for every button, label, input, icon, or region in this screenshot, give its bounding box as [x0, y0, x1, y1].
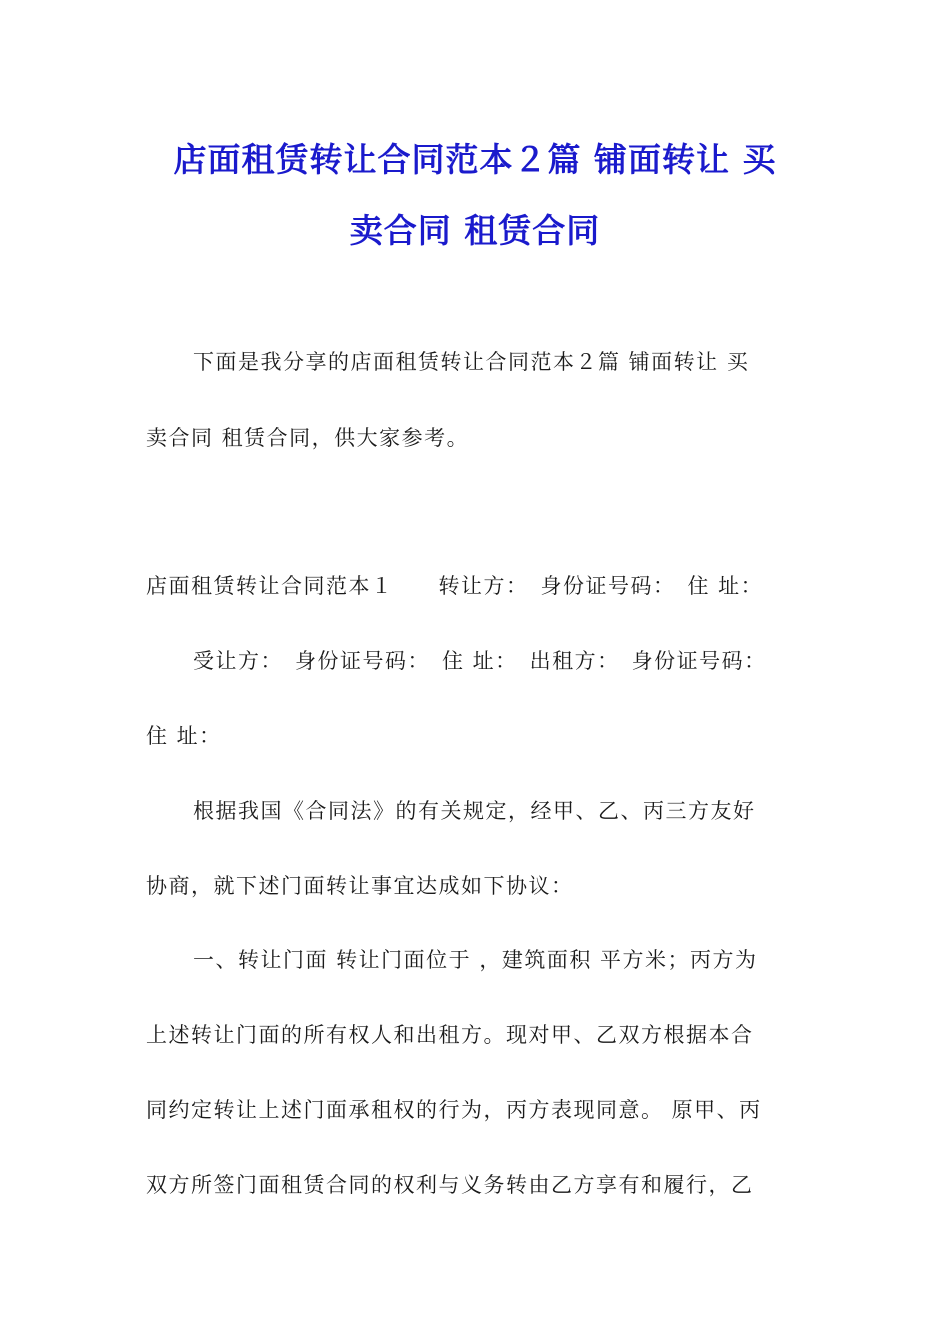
preamble-line: 根据我国《合同法》的有关规定，经甲、乙、丙三方友好 [193, 799, 756, 823]
preamble-line: 协商，就下述门面转让事宜达成如下协议： [146, 874, 574, 898]
clause-line: 一、转让门面 转让门面位于 ，建筑面积 平方米；丙方为 [193, 948, 758, 972]
clause-line: 同约定转让上述门面承租权的行为，丙方表现同意。 原甲、丙 [146, 1098, 762, 1122]
clause-line: 双方所签门面租赁合同的权利与义务转由乙方享有和履行，乙 [146, 1173, 754, 1197]
title-line-2: 卖合同 租赁合同 [349, 211, 601, 250]
title-line-1: 店面租赁转让合同范本２篇 铺面转让 买 [173, 140, 777, 179]
parties-line: 住 址： [146, 724, 222, 748]
clause-line: 上述转让门面的所有权人和出租方。现对甲、乙双方根据本合 [146, 1023, 754, 1047]
parties-line: 受让方： 身份证号码： 住 址： 出租方： 身份证号码： [193, 649, 767, 673]
parties-line: 店面租赁转让合同范本１ 转让方： 身份证号码： 住 址： [146, 574, 764, 598]
intro-paragraph-line: 下面是我分享的店面租赁转让合同范本２篇 铺面转让 买 [193, 350, 750, 374]
intro-paragraph-line: 卖合同 租赁合同，供大家参考。 [146, 426, 470, 450]
